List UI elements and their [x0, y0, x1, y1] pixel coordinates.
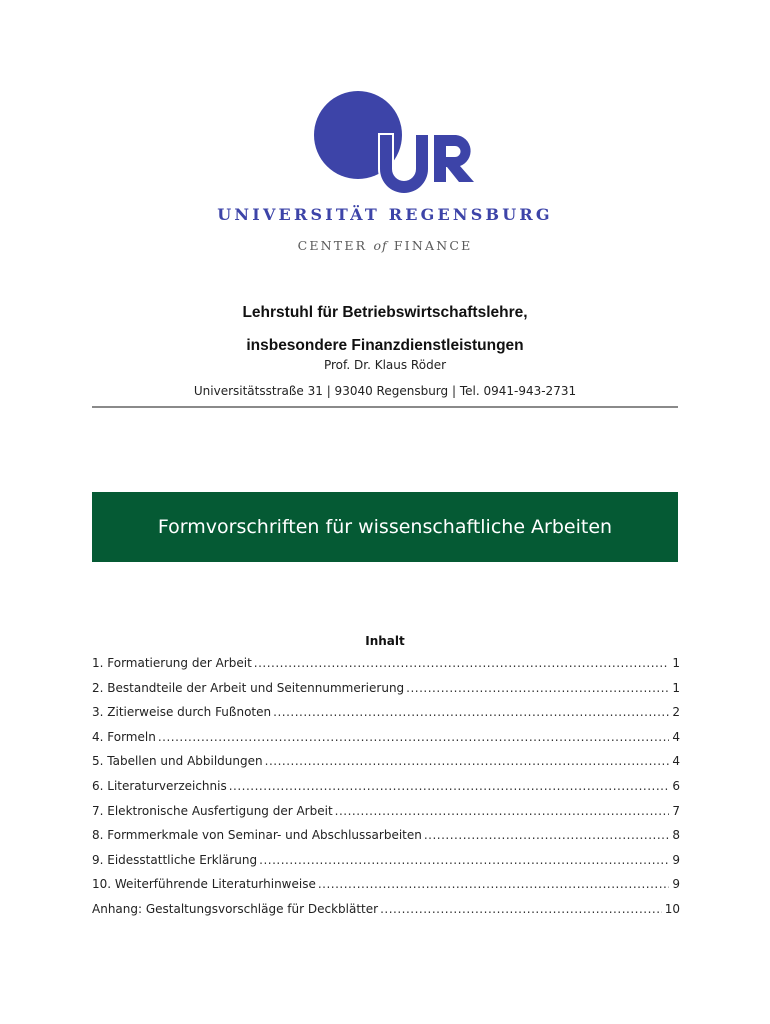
title-banner [92, 492, 678, 562]
toc-entry-page: 1 [672, 656, 680, 670]
chair-name [0, 296, 770, 362]
toc-dot-leader [318, 877, 670, 891]
toc-dot-leader [259, 853, 669, 867]
toc-dot-leader [406, 681, 669, 695]
center-suffix: FINANCE [393, 238, 473, 253]
toc-entry-title: 1. Formatierung der Arbeit [92, 656, 252, 670]
toc-dot-leader [229, 779, 670, 793]
chair-address: Universitätsstraße 31 | 93040 Regensburg | Tel. 0941-943-2731 [193, 384, 577, 398]
toc-entry-page: 9 [672, 852, 680, 867]
university-name: UNIVERSITÄT REGENSBURG [217, 205, 553, 224]
center-of: of [373, 238, 388, 253]
toc-entry-page: 6 [672, 778, 680, 793]
header-divider [92, 406, 678, 408]
toc-entry-page: 7 [672, 803, 680, 818]
toc-entry-title: 5. Tabellen und Abbildungen [92, 754, 263, 769]
toc-entry-page: 9 [672, 877, 680, 892]
toc-entry[interactable] [92, 804, 680, 829]
toc-entry[interactable] [92, 828, 680, 853]
ur-logo-icon [300, 85, 480, 195]
ur-logo-letters [378, 133, 474, 195]
professor-name: Prof. Dr. Klaus Röder [323, 358, 447, 372]
toc-entry-title: 3. Zitierweise durch Fußnoten [92, 705, 272, 720]
toc-entry[interactable] [92, 853, 680, 878]
university-logo [0, 0, 770, 270]
toc-dot-leader [335, 804, 670, 818]
toc-entry-page: 1 [672, 680, 680, 695]
toc-entry-page: 8 [672, 828, 680, 843]
toc-entry[interactable] [92, 705, 680, 730]
toc-entry-title: 9. Eidesstattliche Erklärung [92, 852, 258, 867]
toc-entry-page: 2 [672, 705, 680, 720]
toc-dot-leader [265, 754, 670, 768]
toc-entry[interactable] [92, 681, 680, 706]
toc-entry[interactable] [92, 779, 680, 804]
toc-heading: Inhalt [365, 634, 405, 648]
toc-entry[interactable] [92, 902, 680, 927]
center-of-finance [0, 238, 770, 253]
chair-line-1: Lehrstuhl für Betriebswirtschaftslehre, [242, 304, 528, 321]
toc-entry-title: 8. Formmerkmale von Seminar- und Abschlussarbeiten [92, 828, 422, 843]
toc-entry-title: 4. Formeln [92, 729, 156, 744]
toc-entry-title: 6. Literaturverzeichnis [92, 778, 227, 793]
toc-entry-page: 4 [672, 729, 680, 744]
table-of-contents [92, 656, 680, 927]
toc-entry-title: 7. Elektronische Ausfertigung der Arbeit [92, 803, 333, 818]
toc-entry-title: Anhang: Gestaltungsvorschläge für Deckblätter [92, 901, 379, 916]
toc-entry-page: 10 [664, 901, 680, 916]
toc-entry-page: 4 [672, 754, 680, 769]
document-title: Formvorschriften für wissenschaftliche Arbeiten [157, 516, 613, 538]
toc-dot-leader [254, 656, 670, 670]
toc-entry[interactable] [92, 754, 680, 779]
toc-dot-leader [273, 705, 669, 719]
center-prefix: CENTER [297, 238, 368, 253]
toc-dot-leader [380, 902, 662, 916]
toc-entry-title: 2. Bestandteile der Arbeit und Seitennummerierung [92, 680, 405, 695]
toc-entry[interactable] [92, 730, 680, 755]
toc-entry-title: 10. Weiterführende Literaturhinweise [92, 877, 316, 892]
chair-line-2: insbesondere Finanzdienstleistungen [246, 337, 524, 354]
toc-entry[interactable] [92, 877, 680, 902]
toc-entry[interactable] [92, 656, 680, 681]
toc-dot-leader [424, 828, 670, 842]
toc-dot-leader [158, 730, 670, 744]
